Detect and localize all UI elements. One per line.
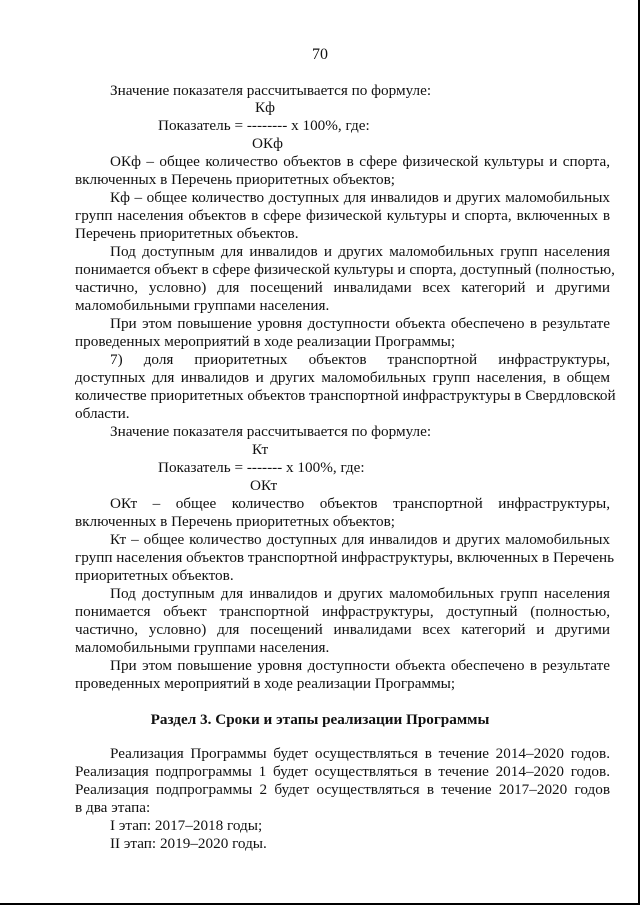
text-line: I этап: 2017–2018 годы;: [110, 817, 263, 834]
text-line: Перечень приоритетных объектов.: [75, 225, 299, 242]
text-line: проведенных мероприятий в ходе реализации Программы;: [75, 333, 456, 350]
text-line: При этом повышение уровня доступности объекта обеспечено в результате: [110, 657, 610, 674]
text-line: маломобильными группами населения.: [75, 297, 330, 314]
formula: Показатель = ------- х 100%, где:: [158, 459, 365, 476]
text-line: Кт – общее количество доступных для инвалидов и других маломобильных: [110, 531, 610, 548]
text-line: ОКт – общее количество объектов транспортной инфраструктуры,: [110, 495, 610, 512]
text-line: Реализация Программы будет осуществляться в течение 2014–2020 годов.: [110, 745, 610, 762]
text-line: Под доступным для инвалидов и других маломобильных групп населения: [110, 585, 610, 602]
text-line: Значение показателя рассчитывается по формуле:: [110, 423, 432, 440]
text-line: Реализация подпрограммы 2 будет осуществляться в течение 2017–2020 годов: [75, 781, 610, 798]
text-line: Кф – общее количество доступных для инвалидов и других маломобильных: [110, 189, 610, 206]
text-line: в два этапа:: [75, 799, 151, 816]
text-line: доступных для инвалидов и других маломобильных групп населения, в общем: [75, 369, 610, 386]
text-line: приоритетных объектов.: [75, 567, 234, 584]
text-line: маломобильными группами населения.: [75, 639, 330, 656]
text-line: включенных в Перечень приоритетных объектов;: [75, 513, 396, 530]
formula-numerator: Кф: [255, 99, 275, 116]
text-line: проведенных мероприятий в ходе реализации Программы;: [75, 675, 456, 692]
text-line: Реализация подпрограммы 1 будет осуществляться в течение 2014–2020 годов.: [75, 763, 610, 780]
text-line: 7) доля приоритетных объектов транспортной инфраструктуры,: [110, 351, 610, 368]
text-line: Под доступным для инвалидов и других маломобильных групп населения: [110, 243, 610, 260]
text-line: групп населения объектов в сфере физической культуры и спорта, включенных в: [75, 207, 610, 224]
text-line: понимается объект транспортной инфраструктуры, доступный (полностью,: [75, 603, 610, 620]
text-line: понимается объект в сфере физической культуры и спорта, доступный (полностью,: [75, 261, 615, 278]
text-line: Значение показателя рассчитывается по формуле:: [110, 82, 432, 99]
text-line: количестве приоритетных объектов транспортной инфраструктуры в Свердловской: [75, 387, 616, 404]
text-line: При этом повышение уровня доступности объекта обеспечено в результате: [110, 315, 610, 332]
text-line: II этап: 2019–2020 годы.: [110, 835, 267, 852]
text-line: частично, условно) для посещений инвалидами всех категорий и другими: [75, 621, 610, 638]
text-line: включенных в Перечень приоритетных объектов;: [75, 171, 396, 188]
formula: Показатель = -------- х 100%, где:: [158, 117, 370, 134]
formula-denominator: ОКф: [252, 135, 283, 152]
formula-denominator: ОКт: [250, 477, 278, 494]
text-line: ОКф – общее количество объектов в сфере физической культуры и спорта,: [110, 153, 610, 170]
text-line: области.: [75, 405, 130, 422]
text-line: групп населения объектов транспортной инфраструктуры, включенных в Перечень: [75, 549, 615, 566]
page-number: 70: [312, 46, 328, 63]
formula-numerator: Кт: [252, 441, 269, 458]
section-heading: Раздел 3. Сроки и этапы реализации Программы: [150, 711, 490, 728]
text-line: частично, условно) для посещений инвалидами всех категорий и другими: [75, 279, 610, 296]
